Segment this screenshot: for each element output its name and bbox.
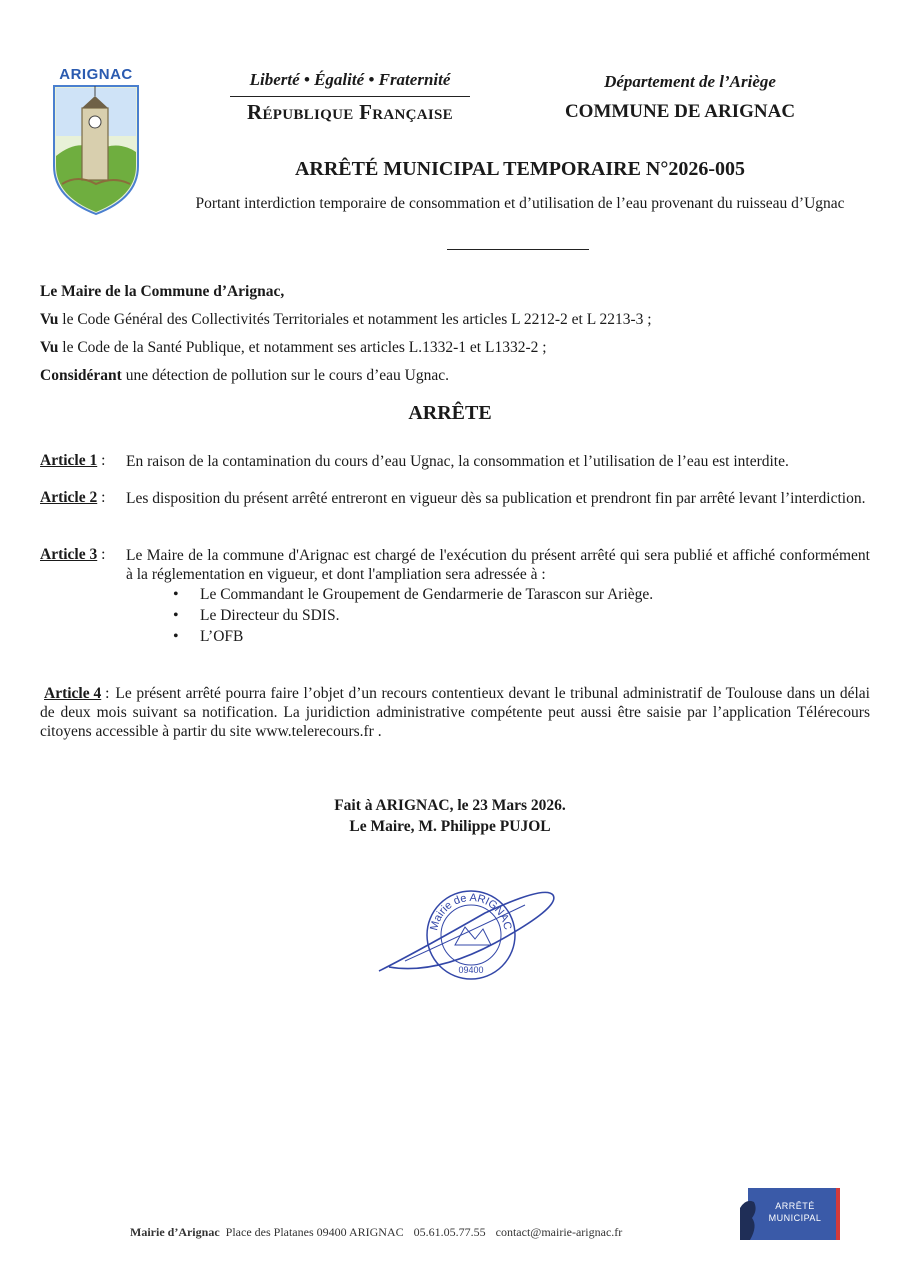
- list-item: • L’OFB: [200, 626, 870, 647]
- badge-line: ARRÊTÉ: [775, 1201, 815, 1211]
- signature-mayor-name: Le Maire, M. Philippe PUJOL: [349, 818, 551, 835]
- footer-phone: 05.61.05.77.55: [413, 1225, 486, 1239]
- article-text: Le présent arrêté pourra faire l’objet d’un recours contentieux devant le tribunal administratif de Toulouse dans un délai de deux mois suivant sa notification. La juridiction administrative compétente peut aussi être saisie par l’application Télérecours citoyens accessible à partir du site www.telerecours.fr .: [40, 685, 870, 740]
- article-1: Article 1 : En raison de la contamination du cours d’eau Ugnac, la consommation et l’utilisation de l’eau est interdite.: [40, 452, 870, 471]
- preamble-vu-csp: [40, 339, 870, 357]
- preamble-vu-cgct: [40, 311, 870, 329]
- preamble-considerant: [40, 367, 870, 385]
- footer-address: Place des Platanes 09400 ARIGNAC: [225, 1225, 404, 1239]
- article-4: Article 4 : Le présent arrêté pourra faire l’objet d’un recours contentieux devant le tribunal administratif de Toulouse dans un délai de deux mois suivant sa notification. La juridiction administrative compétente peut aussi être saisie par l’application Télérecours citoyens accessible à partir du site www.telerecours.fr .: [40, 685, 870, 740]
- preamble-text: une détection de pollution sur le cours d’eau Ugnac.: [121, 367, 449, 384]
- preamble-keyword: Vu: [40, 311, 59, 328]
- list-item: • Le Directeur du SDIS.: [200, 605, 870, 626]
- preamble-mayor: Le Maire de la Commune d’Arignac,: [40, 283, 285, 300]
- stamp-code: 09400: [458, 965, 484, 975]
- badge-label: [752, 1200, 838, 1224]
- subtitle-divider: [447, 249, 589, 250]
- preamble-keyword: Vu: [40, 339, 59, 356]
- article-text: Les disposition du présent arrêté entreront en vigueur dès sa publication et prendront fin par arrêté levant l’interdiction.: [126, 490, 866, 507]
- signature-place-date: Fait à ARIGNAC, le 23 Mars 2026.: [334, 797, 566, 814]
- list-item: • Le Commandant le Groupement de Gendarmerie de Tarascon sur Ariège.: [200, 584, 870, 605]
- commune-name: COMMUNE DE ARIGNAC: [564, 101, 796, 122]
- footer-name: Mairie d’Arignac: [130, 1225, 220, 1239]
- mairie-stamp-signature: [375, 883, 565, 983]
- footer: [130, 1225, 730, 1240]
- svg-text:Mairie de ARIGNAC: [428, 892, 513, 932]
- decree-subtitle: Portant interdiction temporaire de consommation et d’utilisation de l’eau provenant du ruisseau d’Ugnac: [195, 195, 845, 212]
- recipients-list: [40, 584, 870, 647]
- preamble-keyword: Considérant: [40, 367, 122, 384]
- department-name: Département de l’Ariège: [604, 72, 776, 91]
- republic-name: République Française: [247, 100, 453, 124]
- article-2: Article 2 : Les disposition du présent arrêté entreront en vigueur dès sa publication et prendront fin par arrêté levant l’interdiction.: [40, 489, 870, 508]
- stamp-text: Mairie de ARIGNAC: [428, 891, 514, 932]
- preamble-text: le Code de la Santé Publique, et notamment ses articles L.1332-1 et L1332-2 ;: [58, 339, 547, 356]
- article-label: Article 2: [40, 489, 98, 506]
- article-3: Article 3 : Le Maire de la commune d'Arignac est chargé de l'exécution du présent arrêté qui sera publié et affiché conformément à la réglementation en vigueur, et dont l'ampliation sera adressée à : • Le Commandant le Groupement de Gendarmerie de Tarascon sur Ariège. • Le Directeur du SDIS. • L’OFB: [40, 546, 870, 647]
- footer-email: contact@mairie-arignac.fr: [495, 1225, 623, 1239]
- arrete-heading: ARRÊTE: [408, 402, 492, 424]
- article-text: Le Maire de la commune d'Arignac est chargé de l'exécution du présent arrêté qui sera publié et affiché conformément à la réglementation en vigueur, et dont l'ampliation sera adressée à :: [126, 547, 870, 583]
- article-label: Article 1: [40, 452, 98, 469]
- coat-of-arms-logo: [48, 66, 144, 218]
- republic-motto: Liberté • Égalité • Fraternité: [249, 70, 451, 89]
- decree-title: ARRÊTÉ MUNICIPAL TEMPORAIRE N°2026-005: [294, 158, 746, 180]
- article-text: En raison de la contamination du cours d’eau Ugnac, la consommation et l’utilisation de l’eau est interdite.: [126, 453, 789, 470]
- article-label: Article 3: [40, 546, 98, 563]
- coat-of-arms-label: ARIGNAC: [59, 66, 133, 83]
- badge-line: MUNICIPAL: [768, 1213, 822, 1223]
- motto-divider: [230, 96, 470, 97]
- preamble-text: le Code Général des Collectivités Territoriales et notamment les articles L 2212-2 et L 2213-3 ;: [58, 311, 652, 328]
- article-label: Article 4: [44, 685, 102, 702]
